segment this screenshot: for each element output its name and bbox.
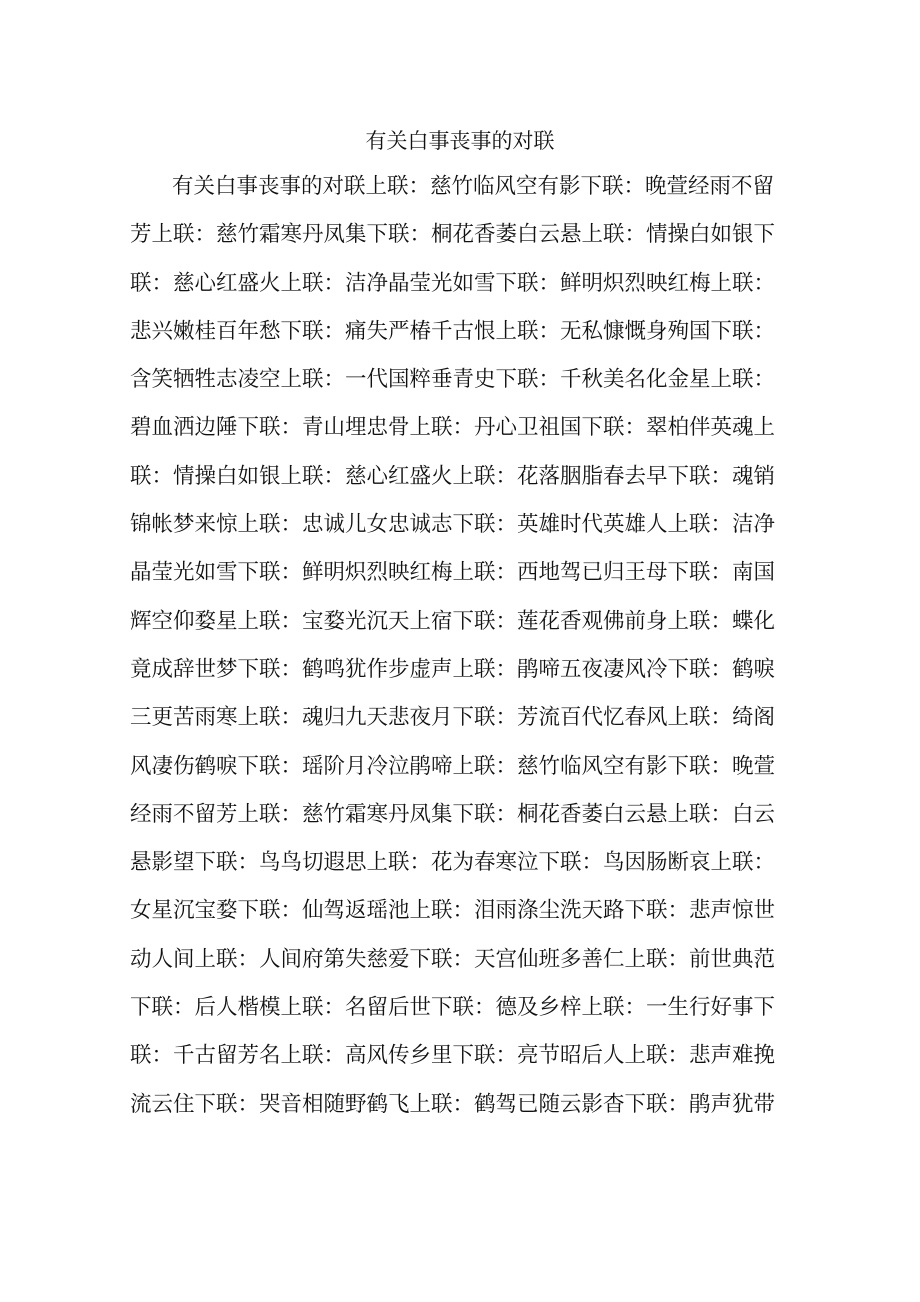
paragraph-line: 下联：后人楷模上联：名留后世下联：德及乡梓上联：一生行好事下	[130, 995, 776, 1021]
paragraph-line: 辉空仰婺星上联：宝婺光沉天上宿下联：莲花香观佛前身上联：蝶化	[130, 608, 776, 634]
paragraph-line: 风凄伤鹤唳下联：瑶阶月冷泣鹃啼上联：慈竹临风空有影下联：晚萱	[130, 753, 776, 779]
paragraph-line: 联：千古留芳名上联：高风传乡里下联：亮节昭后人上联：悲声难挽	[130, 1043, 776, 1069]
paragraph-line: 竟成辞世梦下联：鹤鸣犹作步虚声上联：鹃啼五夜凄风冷下联：鹤唳	[130, 656, 776, 682]
paragraph-line: 晶莹光如雪下联：鲜明炽烈映红梅上联：西地驾已归王母下联：南国	[130, 560, 776, 586]
paragraph-line: 含笑牺牲志凌空上联：一代国粹垂青史下联：千秋美名化金星上联：	[130, 367, 776, 393]
paragraph-line: 动人间上联：人间府第失慈爱下联：天宫仙班多善仁上联：前世典范	[130, 946, 776, 972]
paragraph-line: 流云住下联：哭音相随野鹤飞上联：鹤驾已随云影杳下联：鹃声犹带	[130, 1091, 776, 1117]
paragraph-line: 锦帐梦来惊上联：忠诚儿女忠诚志下联：英雄时代英雄人上联：洁净	[130, 512, 776, 538]
paragraph-line: 芳上联：慈竹霜寒丹凤集下联：桐花香萎白云悬上联：情操白如银下	[130, 222, 776, 248]
paragraph-line: 有关白事丧事的对联上联：慈竹临风空有影下联：晚萱经雨不留	[172, 174, 775, 199]
paragraph-line: 碧血洒边陲下联：青山埋忠骨上联：丹心卫祖国下联：翠柏伴英魂上	[130, 415, 776, 441]
paragraph-line: 联：情操白如银上联：慈心红盛火上联：花落胭脂春去早下联：魂销	[130, 463, 776, 489]
document-body	[130, 170, 790, 1136]
paragraph-line: 联：慈心红盛火上联：洁净晶莹光如雪下联：鲜明炽烈映红梅上联：	[130, 270, 776, 296]
document-title: 有关白事丧事的对联	[365, 129, 555, 153]
paragraph-line: 三更苦雨寒上联：魂归九天悲夜月下联：芳流百代忆春风上联：绮阁	[130, 705, 776, 731]
paragraph-line: 女星沉宝婺下联：仙驾返瑶池上联：泪雨涤尘洗天路下联：悲声惊世	[130, 898, 776, 924]
paragraph-line: 悬影望下联：鸟鸟切遐思上联：花为春寒泣下联：鸟因肠断哀上联：	[130, 850, 776, 876]
paragraph-line: 经雨不留芳上联：慈竹霜寒丹凤集下联：桐花香萎白云悬上联：白云	[130, 801, 776, 827]
paragraph-line: 悲兴嫩桂百年愁下联：痛失严椿千古恨上联：无私慷慨身殉国下联：	[130, 318, 776, 344]
